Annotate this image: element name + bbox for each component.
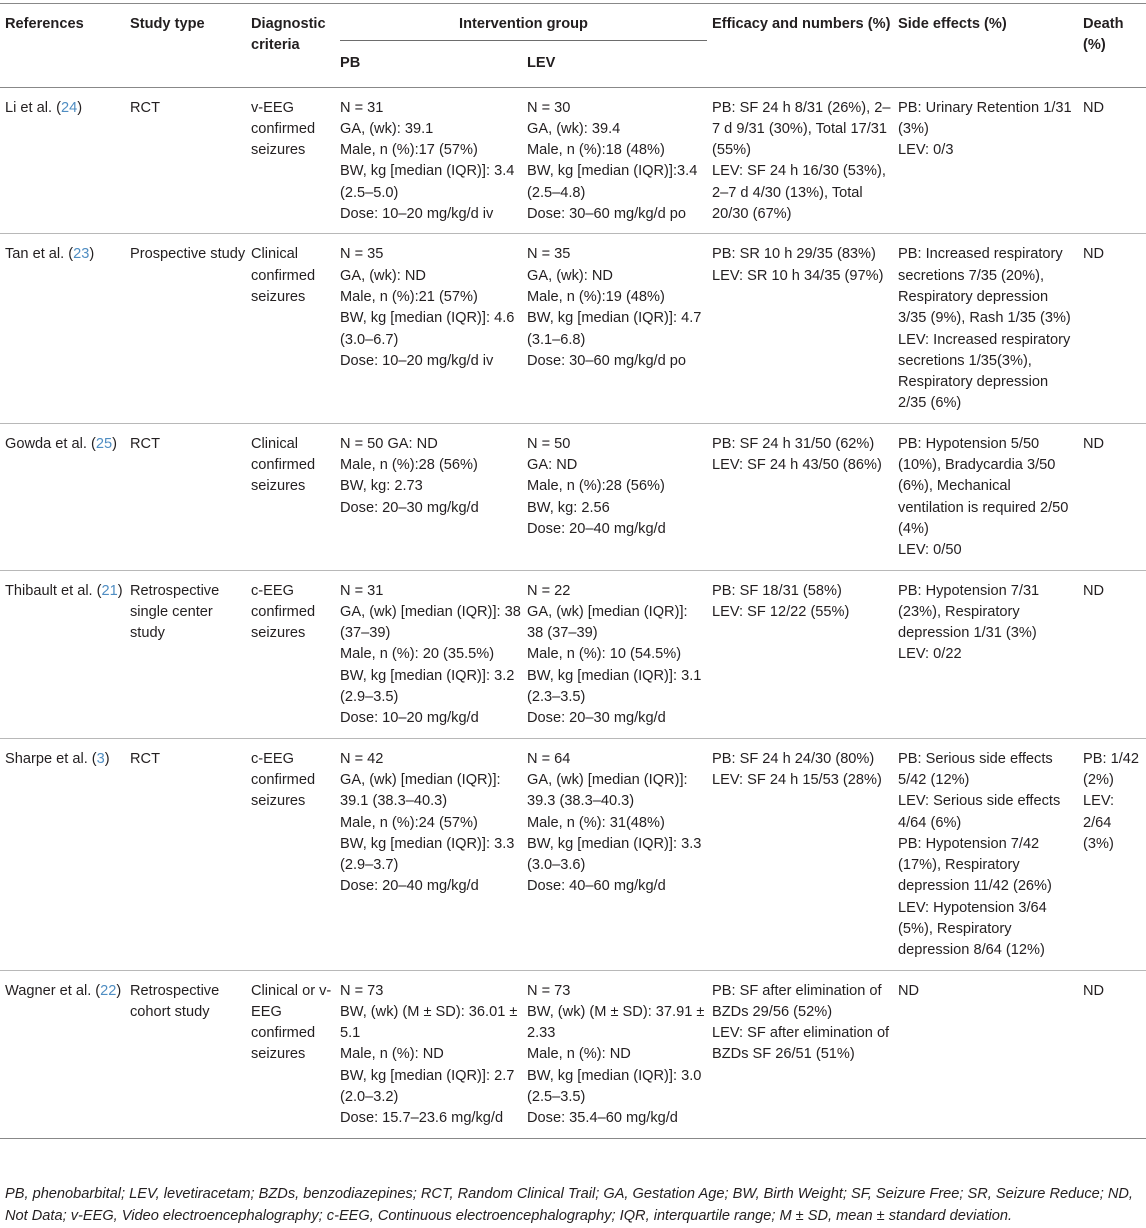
cell-pb <box>335 738 522 970</box>
cell-reference <box>0 423 125 570</box>
cell-line: BW, kg [median (IQR)]: 3.2 (2.9–3.5) <box>340 667 519 706</box>
cell-line: GA, (wk): 39.1 <box>340 120 434 137</box>
cell-lev <box>522 87 707 234</box>
cell-line: Male, n (%):24 (57%) <box>340 814 478 831</box>
reference-citation-link[interactable]: 24 <box>60 99 78 116</box>
table-row <box>0 87 1146 234</box>
cell-line: LEV: Increased respiratory secretions 1/35(3%), Respiratory depression 2/35 (6%) <box>898 331 1075 412</box>
header-pb: PB <box>340 55 361 72</box>
cell-line: LEV: 0/3 <box>898 142 954 159</box>
table-row <box>0 738 1146 970</box>
cell-diagnostic-criteria: c-EEG confirmed seizures <box>251 582 316 642</box>
cell-line: BW, (wk) (M ± SD): 37.91 ± 2.33 <box>527 1003 709 1042</box>
table-row <box>0 234 1146 423</box>
cell-line: BW, kg: 2.73 <box>340 478 423 495</box>
cell-line: LEV: SF 12/22 (55%) <box>712 603 850 620</box>
cell-death <box>1078 738 1146 970</box>
cell-death <box>1078 87 1146 234</box>
table-body <box>0 87 1146 1138</box>
table-footnote: PB, phenobarbital; LEV, levetiracetam; BZDs, benzodiazepines; RCT, Random Clinical Trail; GA, Gestation Age; BW, Birth Weight; SF, Seizure Free; SR, Seizure Reduce; ND, Not Data; v-EEG, Video electroencephalography; c-EEG, Continuous electroencephalography; IQR, interquartile range; M ± SD, mean ± standard deviation. <box>5 1186 1133 1224</box>
cell-line: BW, kg [median (IQR)]: 3.4 (2.5–5.0) <box>340 163 519 201</box>
cell-line: BW, kg [median (IQR)]: 3.1 (2.3–3.5) <box>527 667 706 706</box>
header-efficacy: Efficacy and numbers (%) <box>712 16 891 32</box>
reference-citation-link[interactable]: 25 <box>95 435 113 452</box>
header-diagnostic-criteria: Diagnostic criteria <box>251 16 326 54</box>
reference-author: Tan et al. ( <box>5 246 74 263</box>
cell-line: Dose: 15.7–23.6 mg/kg/d <box>340 1110 504 1127</box>
cell-efficacy <box>707 234 893 423</box>
cell-line: PB: SF after elimination of BZDs 29/56 (52%) <box>712 982 886 1020</box>
cell-line: Male, n (%):17 (57%) <box>340 142 478 159</box>
cell-line: GA, (wk): ND <box>340 267 426 284</box>
header-death: Death (%) <box>1083 16 1124 54</box>
cell-line: BW, kg: 2.56 <box>527 499 610 516</box>
cell-line: PB: Urinary Retention 1/31 (3%) <box>898 99 1076 137</box>
reference-citation-link[interactable]: 3 <box>96 750 105 767</box>
cell-line: GA, (wk) [median (IQR)]: 39.3 (38.3–40.3) <box>527 771 692 810</box>
cell-line: BW, kg [median (IQR)]: 2.7 (2.0–3.2) <box>340 1067 519 1106</box>
cell-line: N = 50 <box>527 435 571 452</box>
cell-line: N = 42 <box>340 750 384 767</box>
cell-side-effects <box>893 970 1078 1138</box>
table-header <box>0 4 1146 88</box>
cell-line: LEV: SF 24 h 16/30 (53%), 2–7 d 4/30 (13%), Total 20/30 (67%) <box>712 163 890 223</box>
reference-close: ) <box>117 582 123 599</box>
cell-line: PB: Hypotension 7/31 (23%), Respiratory depression 1/31 (3%) <box>898 582 1044 642</box>
cell-line: BW, (wk) (M ± SD): 36.01 ± 5.1 <box>340 1003 522 1042</box>
cell-line: N = 30 <box>527 99 571 116</box>
cell-line: PB: Hypotension 5/50 (10%), Bradycardia 3/50 (6%), Mechanical ventilation is required 2/50 (4%) <box>898 435 1073 537</box>
cell-line: N = 31 <box>340 582 384 599</box>
cell-efficacy <box>707 970 893 1138</box>
cell-study-type: RCT <box>130 435 160 452</box>
cell-pb <box>335 234 522 423</box>
cell-line: ND <box>1083 982 1105 999</box>
table-row <box>0 570 1146 738</box>
cell-line: Male, n (%): ND <box>340 1046 444 1063</box>
cell-study-type: RCT <box>130 99 160 116</box>
cell-line: Male, n (%):21 (57%) <box>340 288 478 305</box>
reference-author: Li et al. ( <box>5 99 61 116</box>
cell-line: ND <box>1083 99 1105 116</box>
cell-study-type: RCT <box>130 750 160 767</box>
cell-line: Dose: 10–20 mg/kg/d <box>340 710 479 727</box>
cell-reference <box>0 970 125 1138</box>
cell-line: ND <box>1083 582 1105 599</box>
cell-diagnostic-criteria: v-EEG confirmed seizures <box>251 99 316 159</box>
cell-line: Dose: 30–60 mg/kg/d po <box>527 206 687 223</box>
cell-line: Male, n (%): 10 (54.5%) <box>527 646 682 663</box>
cell-line: LEV: 0/22 <box>898 646 962 663</box>
table-row <box>0 423 1146 570</box>
cell-lev <box>522 234 707 423</box>
cell-line: LEV: SR 10 h 34/35 (97%) <box>712 267 884 284</box>
cell-pb <box>335 423 522 570</box>
cell-reference <box>0 570 125 738</box>
reference-close: ) <box>116 982 122 999</box>
cell-lev <box>522 738 707 970</box>
cell-line: Male, n (%):19 (48%) <box>527 288 665 305</box>
cell-line: LEV: Hypotension 3/64 (5%), Respiratory depression 8/64 (12%) <box>898 899 1051 959</box>
cell-line: N = 35 <box>340 246 384 263</box>
cell-line: Male, n (%):28 (56%) <box>527 478 665 495</box>
cell-line: GA, (wk) [median (IQR)]: 38 (37–39) <box>527 603 692 642</box>
cell-reference <box>0 738 125 970</box>
cell-line: Dose: 20–40 mg/kg/d <box>340 878 479 895</box>
reference-author: Sharpe et al. ( <box>5 750 97 767</box>
cell-line: Male, n (%):28 (56%) <box>340 457 478 474</box>
header-intervention-group: Intervention group <box>335 4 707 46</box>
cell-line: N = 22 <box>527 582 571 599</box>
cell-line: PB: SF 24 h 31/50 (62%) <box>712 435 875 452</box>
cell-line: N = 35 <box>527 246 571 263</box>
reference-author: Wagner et al. ( <box>5 982 101 999</box>
cell-side-effects <box>893 570 1078 738</box>
cell-line: BW, kg [median (IQR)]:3.4 (2.5–4.8) <box>527 163 702 201</box>
cell-line: Dose: 20–30 mg/kg/d <box>340 499 479 516</box>
cell-pb <box>335 87 522 234</box>
table-row <box>0 970 1146 1138</box>
study-comparison-table <box>0 3 1146 1139</box>
cell-line: Dose: 30–60 mg/kg/d po <box>527 352 687 369</box>
cell-line: LEV: 2/64 (3%) <box>1083 793 1119 852</box>
cell-diagnostic-criteria: Clinical or v-EEG confirmed seizures <box>251 982 332 1063</box>
cell-efficacy <box>707 423 893 570</box>
cell-study-type: Retrospective cohort study <box>130 982 220 1020</box>
cell-line: Dose: 10–20 mg/kg/d iv <box>340 206 494 223</box>
cell-line: PB: SR 10 h 29/35 (83%) <box>712 246 876 263</box>
cell-diagnostic-criteria: c-EEG confirmed seizures <box>251 750 316 810</box>
cell-side-effects <box>893 423 1078 570</box>
cell-study-type: Retrospective single center study <box>130 582 220 642</box>
cell-lev <box>522 970 707 1138</box>
cell-death <box>1078 423 1146 570</box>
cell-line: Male, n (%): 20 (35.5%) <box>340 646 495 663</box>
reference-close: ) <box>89 246 95 263</box>
cell-side-effects <box>893 234 1078 423</box>
cell-line: ND <box>1083 246 1105 263</box>
cell-line: Male, n (%):18 (48%) <box>527 142 665 159</box>
cell-death <box>1078 234 1146 423</box>
cell-line: GA, (wk): 39.4 <box>527 120 621 137</box>
cell-reference <box>0 234 125 423</box>
cell-line: LEV: Serious side effects 4/64 (6%) <box>898 793 1065 831</box>
cell-line: BW, kg [median (IQR)]: 4.7 (3.1–6.8) <box>527 310 706 348</box>
header-references: References <box>5 16 84 32</box>
header-study-type: Study type <box>130 16 205 32</box>
cell-line: GA, (wk): ND <box>527 267 613 284</box>
header-lev: LEV <box>527 55 556 72</box>
cell-line: Dose: 10–20 mg/kg/d iv <box>340 352 494 369</box>
cell-diagnostic-criteria: Clinical confirmed seizures <box>251 435 316 495</box>
cell-line: LEV: 0/50 <box>898 542 962 559</box>
cell-line: Dose: 40–60 mg/kg/d <box>527 878 666 895</box>
cell-efficacy <box>707 87 893 234</box>
cell-efficacy <box>707 570 893 738</box>
cell-study-type: Prospective study <box>130 246 246 263</box>
cell-reference <box>0 87 125 234</box>
cell-efficacy <box>707 738 893 970</box>
cell-line: N = 73 <box>527 982 571 999</box>
cell-pb <box>335 970 522 1138</box>
cell-line: ND <box>898 982 920 999</box>
cell-line: LEV: SF 24 h 43/50 (86%) <box>712 457 882 474</box>
cell-line: Male, n (%): 31(48%) <box>527 814 665 831</box>
cell-line: GA, (wk) [median (IQR)]: 38 (37–39) <box>340 603 525 642</box>
cell-line: N = 50 GA: ND <box>340 435 438 452</box>
cell-line: PB: Increased respiratory secretions 7/35 (20%), Respiratory depression 3/35 (9%), Rash 1/35 (3%) <box>898 246 1071 327</box>
cell-line: PB: SF 24 h 8/31 (26%), 2–7 d 9/31 (30%), Total 17/31 (55%) <box>712 99 892 159</box>
cell-death <box>1078 970 1146 1138</box>
cell-line: PB: 1/42 (2%) <box>1083 750 1144 788</box>
cell-side-effects <box>893 87 1078 234</box>
cell-lev <box>522 423 707 570</box>
cell-line: N = 31 <box>340 99 384 116</box>
cell-line: GA, (wk) [median (IQR)]: 39.1 (38.3–40.3) <box>340 771 505 810</box>
reference-author: Thibault et al. ( <box>5 582 102 599</box>
reference-author: Gowda et al. ( <box>5 435 96 452</box>
cell-line: PB: SF 24 h 24/30 (80%) <box>712 750 875 767</box>
cell-line: Dose: 20–30 mg/kg/d <box>527 710 666 727</box>
cell-line: PB: SF 18/31 (58%) <box>712 582 842 599</box>
cell-diagnostic-criteria: Clinical confirmed seizures <box>251 246 316 305</box>
cell-line: PB: Serious side effects 5/42 (12%) <box>898 750 1057 788</box>
cell-line: N = 73 <box>340 982 384 999</box>
cell-line: Male, n (%): ND <box>527 1046 631 1063</box>
cell-line: GA: ND <box>527 457 578 474</box>
cell-death <box>1078 570 1146 738</box>
reference-close: ) <box>77 99 83 116</box>
cell-line: Dose: 35.4–60 mg/kg/d <box>527 1110 678 1127</box>
cell-line: LEV: SF after elimination of BZDs SF 26/51 (51%) <box>712 1025 894 1063</box>
header-side-effects: Side effects (%) <box>898 16 1007 32</box>
reference-citation-link[interactable]: 23 <box>73 246 90 263</box>
cell-lev <box>522 570 707 738</box>
cell-line: PB: Hypotension 7/42 (17%), Respiratory depression 11/42 (26%) <box>898 835 1052 895</box>
cell-pb <box>335 570 525 738</box>
cell-line: BW, kg [median (IQR)]: 3.0 (2.5–3.5) <box>527 1067 706 1106</box>
cell-line: BW, kg [median (IQR)]: 3.3 (3.0–3.6) <box>527 835 706 874</box>
cell-line: ND <box>1083 435 1105 452</box>
reference-close: ) <box>104 750 110 767</box>
cell-line: BW, kg [median (IQR)]: 3.3 (2.9–3.7) <box>340 835 519 874</box>
cell-line: BW, kg [median (IQR)]: 4.6 (3.0–6.7) <box>340 310 519 348</box>
cell-line: Dose: 20–40 mg/kg/d <box>527 520 666 537</box>
cell-side-effects <box>893 738 1078 970</box>
reference-close: ) <box>112 435 117 452</box>
cell-line: LEV: SF 24 h 15/53 (28%) <box>712 771 882 788</box>
reference-citation-link[interactable]: 21 <box>101 582 118 599</box>
reference-citation-link[interactable]: 22 <box>100 982 117 999</box>
cell-line: N = 64 <box>527 750 571 767</box>
